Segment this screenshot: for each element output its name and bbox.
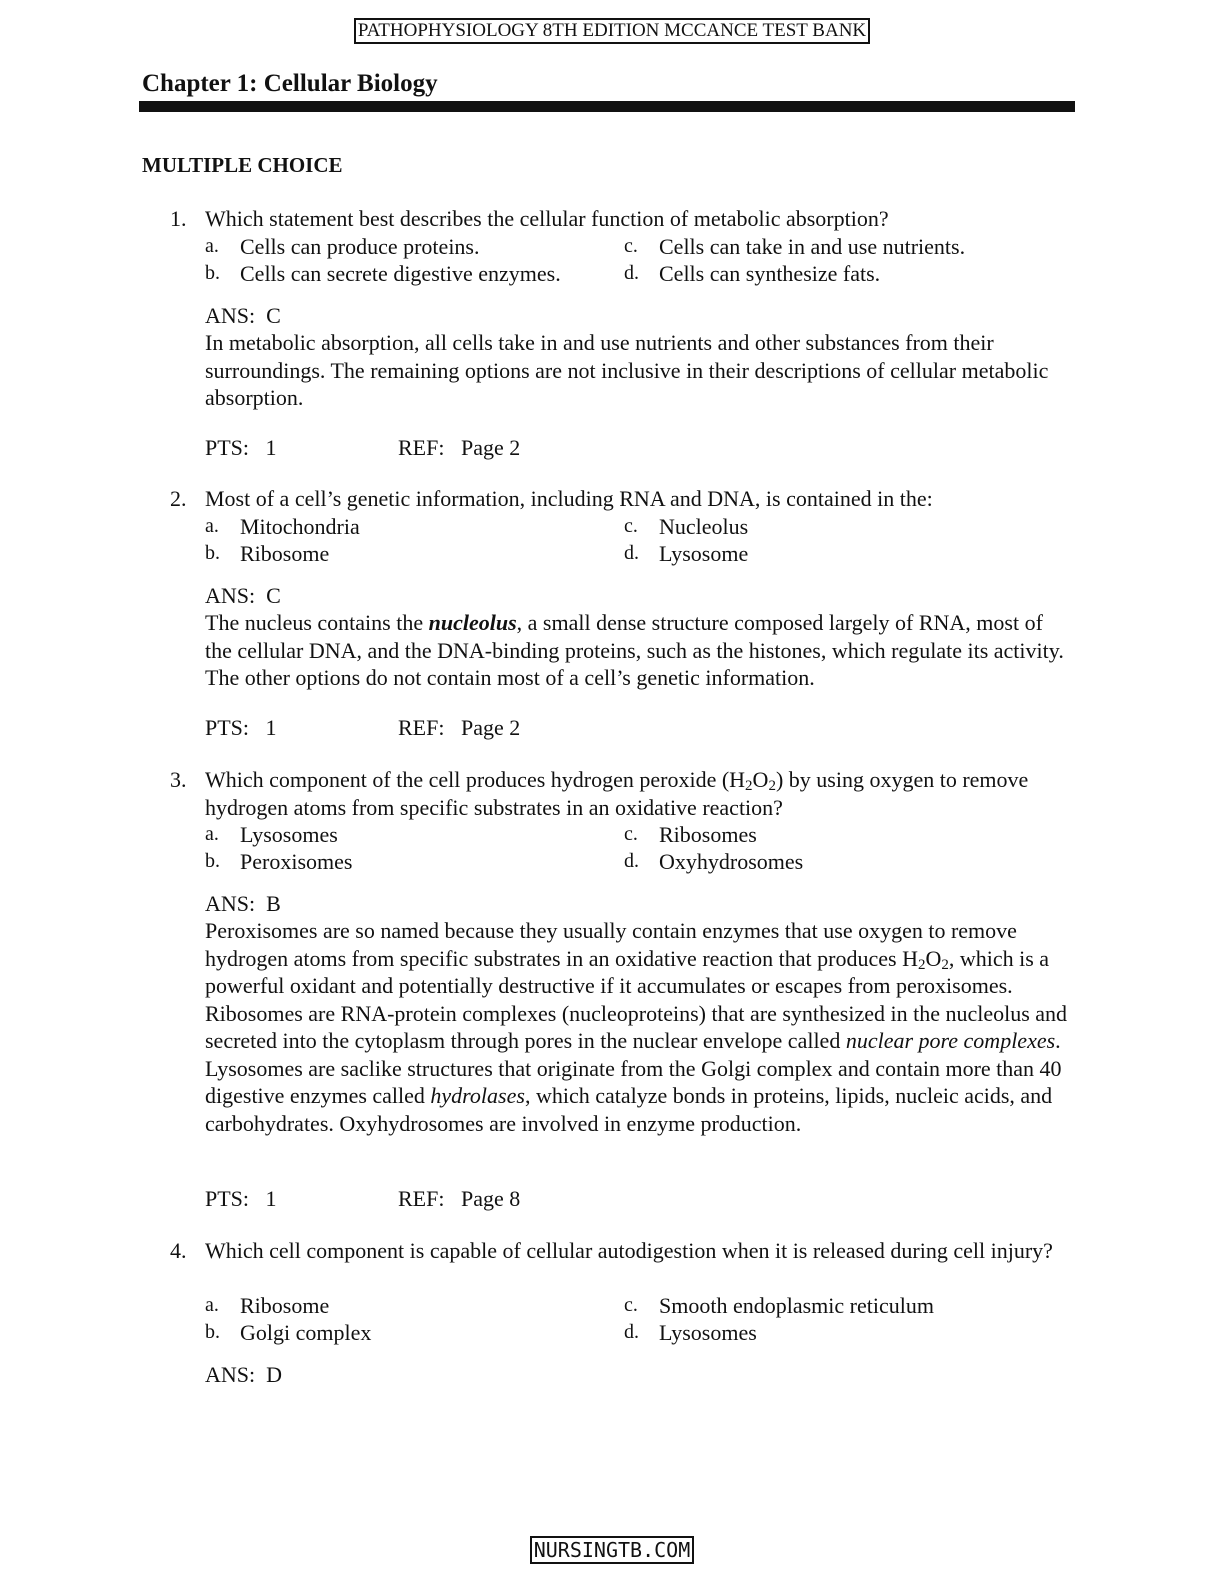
answer-line: ANS: C [205,583,281,608]
emphasized-term: hydrolases [430,1083,525,1108]
rationale: The nucleus contains the nucleolus, a small dense structure composed largely of RNA, most of the cellular DNA, and the DNA-binding proteins, such as the histones, which regulate its activity. The other options do not contain most of a cell’s genetic information. [205,610,1064,690]
points: PTS: 1 [205,435,277,460]
points: PTS: 1 [205,715,277,740]
page-header [0,18,1224,44]
question-text: Most of a cell’s genetic information, including RNA and DNA, is contained in the: [205,486,933,511]
answer-value: C [266,583,281,608]
question-number: 1. [170,206,187,231]
answer-line: ANS: B [205,891,281,916]
answer-line: ANS: C [205,303,281,328]
question-text: Which statement best describes the cellular function of metabolic absorption? [205,206,889,231]
question-number: 4. [170,1238,187,1263]
answer-line: ANS: D [205,1362,283,1387]
chapter-title: Chapter 1: Cellular Biology [142,70,438,97]
question-text: Which cell component is capable of cellular autodigestion when it is released during cell injury? [205,1238,1053,1263]
answer-value: B [266,891,281,916]
footer [0,1536,1224,1564]
answer-value: D [266,1362,283,1387]
points: PTS: 1 [205,1186,277,1211]
reference: REF: Page 8 [398,1186,521,1211]
reference: REF: Page 2 [398,435,521,460]
emphasized-term: nucleolus [428,610,517,635]
question-number: 2. [170,486,187,511]
reference: REF: Page 2 [398,715,521,740]
site-link[interactable]: NURSINGTB.COM [530,1536,695,1564]
answer-value: C [266,303,281,328]
question-number: 3. [170,767,187,792]
test-bank-title: PATHOPHYSIOLOGY 8TH EDITION MCCANCE TEST BANK [354,18,870,44]
emphasized-term: nuclear pore complexes [845,1028,1056,1053]
question-text: Which component of the cell produces hydrogen peroxide $(H_2O_2)$ by using oxygen to remove hydrogen atoms from specific substrates in an oxidative reaction? [205,767,1029,820]
rationale: In metabolic absorption, all cells take in and use nutrients and other substances from their surroundings. The remaining options are not inclusive in their descriptions of cellular metabolic absorption. [205,330,1049,410]
section-title: MULTIPLE CHOICE [142,153,343,177]
chapter-rule [139,101,1075,112]
rationale: Peroxisomes are so named because they usually contain enzymes that use oxygen to remove hydrogen atoms from specific substrates in an oxidative reaction that produces $H_2O_2$, which is a powerful oxidant and potentially destructive if it accumulates or escapes from peroxisomes. Ribosomes are RNA-protein complexes (nucleoproteins) that are synthesized in the nucleolus and secreted into the cytoplasm through pores in the nuclear envelope called nuclear pore complexes. Lysosomes are saclike structures that originate from the Golgi complex and contain more than 40 digestive enzymes called hydrolases, which catalyze bonds in proteins, lipids, nucleic acids, and carbohydrates. Oxyhydrosomes are involved in enzyme production. [205,918,1068,1136]
